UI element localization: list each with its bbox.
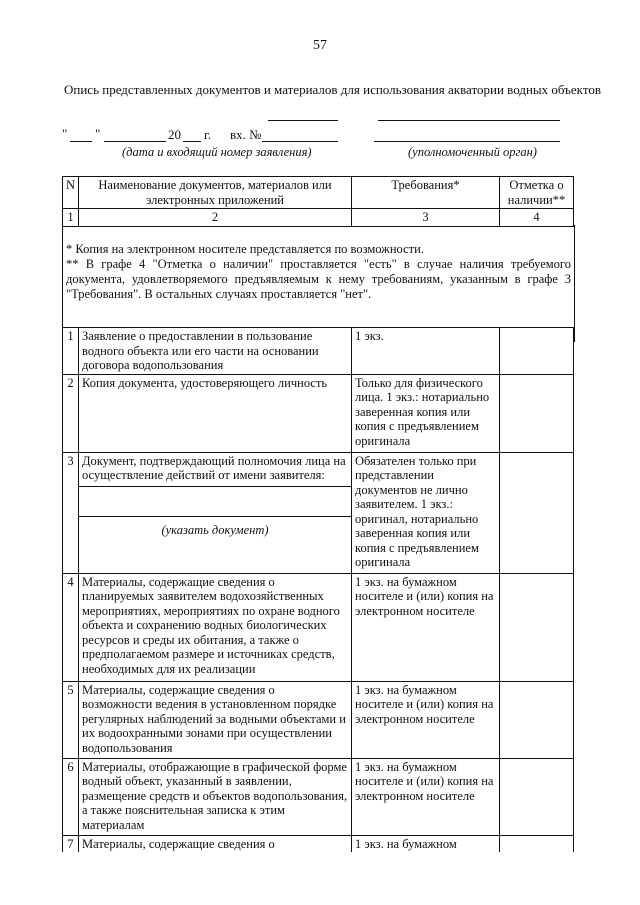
table-row [63, 573, 574, 681]
day-field-line [70, 141, 92, 142]
form-rule [268, 120, 338, 121]
table-row [63, 758, 574, 835]
row-requirements: 1 экз. на бумажном [352, 835, 500, 852]
col-number-2: 2 [79, 209, 352, 227]
form-rule [378, 120, 560, 121]
row-document-name: Материалы, отображающие в графической форме водный объект, указанный в заявлении, размещение средств и объектов водопользования, а также пояснительная записка к этим материалам [79, 758, 352, 835]
row-document-name: Документ, подтверждающий полномочия лица на осуществление действий от имени заявителя: [82, 453, 346, 482]
header-table [62, 176, 574, 227]
row-requirements: 1 экз. на бумажном носителе и (или) копия на электронном носителе [352, 758, 500, 835]
authority-line [374, 141, 560, 142]
row-number: 4 [63, 573, 79, 681]
notes-box [62, 225, 575, 342]
col-header-number: N [63, 177, 79, 209]
col-number-1: 1 [63, 209, 79, 227]
row-availability-cell[interactable] [500, 573, 574, 681]
col-number-4: 4 [500, 209, 574, 227]
quote-close: " [95, 126, 101, 141]
page-title: Опись представленных документов и материалов для использования акватории водных объектов [64, 82, 601, 97]
authority-caption: (уполномоченный орган) [408, 145, 537, 159]
row-availability-cell[interactable] [500, 835, 574, 852]
row-document-name: Материалы, содержащие сведения о планируемых заявителем водохозяйственных мероприятиях, мероприятиях по охране водного объекта и сохранению водных биологических ресурсов и среды их обитания, а также о предполагаемом размере и источниках средств, необходимых для их реализации [79, 573, 352, 681]
table-row [63, 328, 574, 375]
page-number: 57 [313, 38, 327, 53]
note-availability-mark: ** В графе 4 "Отметка о наличии" проставляется "есть" в случае наличия требуемого документа, удовлетворяемого предъявляемым к нему требованиям, указанным в графе 3 "Требования". В остальных случаях проставляется "нет". [66, 257, 571, 301]
row-requirements: 1 экз. на бумажном носителе и (или) копия на электронном носителе [352, 681, 500, 758]
row-availability-cell[interactable] [500, 452, 574, 573]
table-row [63, 681, 574, 758]
col-header-requirements: Требования* [352, 177, 500, 209]
row-number: 5 [63, 681, 79, 758]
row-number: 6 [63, 758, 79, 835]
col-header-name: Наименование документов, материалов или электронных приложений [79, 177, 352, 209]
incoming-number-line [262, 141, 338, 142]
col-number-3: 3 [352, 209, 500, 227]
col-header-availability: Отметка о наличии** [500, 177, 574, 209]
row-requirements: Только для физического лица. 1 экз.: нотариально заверенная копия или копия с предъявлением оригинала [352, 374, 500, 452]
row-number: 2 [63, 374, 79, 452]
table-row [63, 452, 574, 573]
year-suffix: г. [204, 127, 212, 142]
documents-table [62, 327, 574, 852]
year-field-line [183, 141, 201, 142]
row-document-name: Материалы, содержащие сведения о возможности ведения в установленном порядке регулярных наблюдений за водными объектами и их водоохранными зонами при осуществлении водопользования [79, 681, 352, 758]
row-requirements: 1 экз. [352, 328, 500, 375]
row-availability-cell[interactable] [500, 328, 574, 375]
incoming-number-label: вх. № [230, 127, 262, 142]
row-document-name: Материалы, содержащие сведения о [79, 835, 352, 852]
row-requirements: 1 экз. на бумажном носителе и (или) копия на электронном носителе [352, 573, 500, 681]
row-number: 1 [63, 328, 79, 375]
specify-document-caption: (указать документ) [161, 522, 269, 537]
row-document-name: Заявление о предоставлении в пользование водного объекта или его части на основании договора водопользования [79, 328, 352, 375]
note-copy-electronic: * Копия на электронном носителе представляется по возможности. [66, 242, 424, 256]
row-availability-cell[interactable] [500, 681, 574, 758]
row-document-name-cell [79, 452, 352, 573]
quote-open: " [62, 126, 68, 141]
row-number: 7 [63, 835, 79, 852]
month-field-line [104, 141, 166, 142]
table-row [63, 835, 574, 852]
table-row [63, 374, 574, 452]
date-caption: (дата и входящий номер заявления) [122, 145, 312, 159]
row-availability-cell[interactable] [500, 758, 574, 835]
year-prefix: 20 [168, 127, 181, 142]
row-availability-cell[interactable] [500, 374, 574, 452]
row-requirements: Обязателен только при представлении документов не лично заявителем. 1 экз.: оригинал, нотариально заверенная копия или копия с предъявлением оригинала [352, 452, 500, 573]
row-number: 3 [63, 452, 79, 573]
row-document-name: Копия документа, удостоверяющего личность [79, 374, 352, 452]
